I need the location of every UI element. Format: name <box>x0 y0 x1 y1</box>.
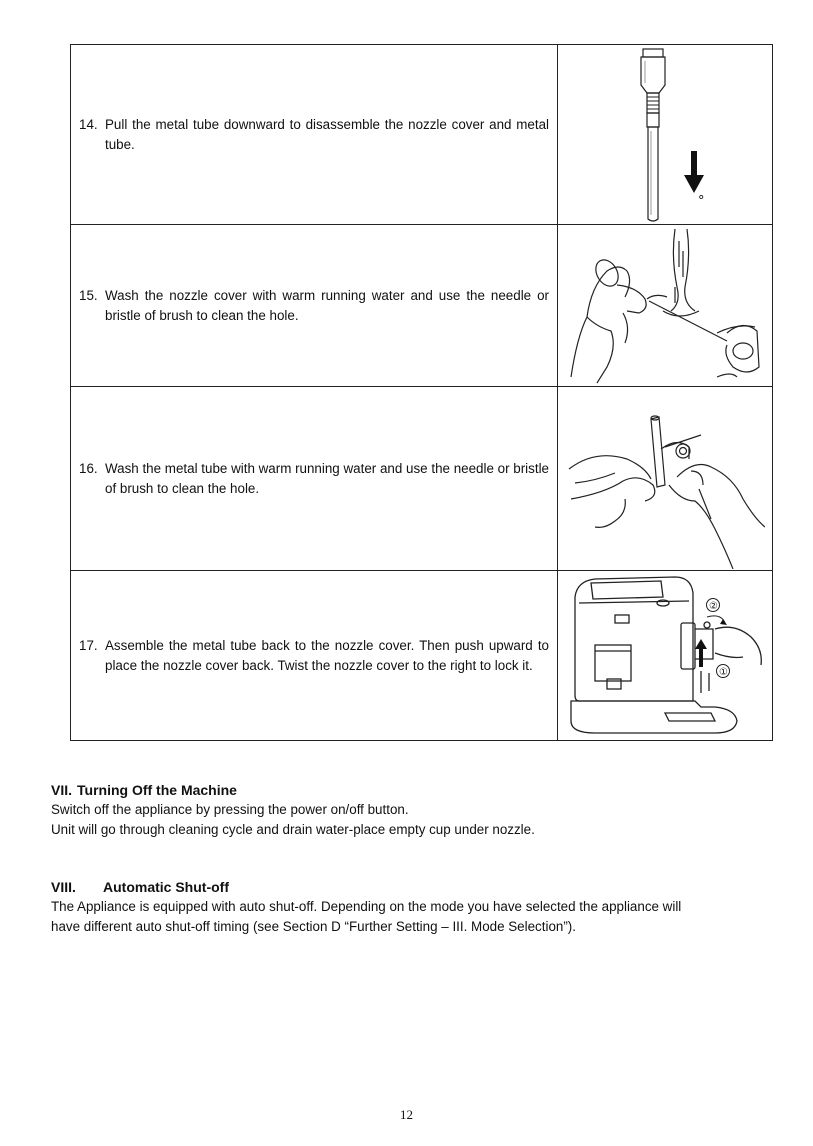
table-row <box>71 387 773 571</box>
degree-mark: ° <box>698 193 705 209</box>
step-text-cell <box>71 225 558 387</box>
step-text-cell <box>71 387 558 571</box>
step-image-cell <box>558 225 773 387</box>
table-row <box>71 45 773 225</box>
section-number: VII. <box>51 782 73 798</box>
machine-assembly-illustration <box>565 573 765 739</box>
step-text: Wash the metal tube with warm running water and use the needle or bristle of brush to clean the hole. <box>105 461 549 496</box>
step-text-cell <box>71 571 558 741</box>
step-image-cell <box>558 45 773 225</box>
step-number: 14. <box>79 117 98 132</box>
step-14 <box>71 115 557 154</box>
step-text: Wash the nozzle cover with warm running water and use the needle or bristle of brush to clean the hole. <box>105 288 549 323</box>
section-title: Turning Off the Machine <box>77 782 237 798</box>
wash-metal-tube-illustration <box>565 389 765 569</box>
section-turning-off <box>51 780 771 840</box>
step-number: 16. <box>79 461 98 476</box>
section-line: The Appliance is equipped with auto shut-off. Depending on the mode you have selected the appliance will <box>51 899 682 914</box>
label-two: ② <box>709 600 718 612</box>
page-number: 12 <box>400 1107 413 1122</box>
step-number: 15. <box>79 288 98 303</box>
steps-table <box>70 44 773 741</box>
table-row <box>71 571 773 741</box>
wash-nozzle-cover-illustration <box>567 227 763 385</box>
section-line: have different auto shut-off timing (see Section D “Further Setting – III. Mode Selection”). <box>51 919 576 934</box>
step-number: 17. <box>79 638 98 653</box>
section-heading <box>51 780 771 800</box>
section-auto-shutoff <box>51 877 771 937</box>
step-text-cell <box>71 45 558 225</box>
step-text: Assemble the metal tube back to the nozzle cover. Then push upward to place the nozzle cover back. Twist the nozzle cover to the right to lock it. <box>105 638 549 673</box>
step-16 <box>71 459 557 498</box>
step-image-cell <box>558 571 773 741</box>
label-one: ① <box>719 666 728 678</box>
nozzle-pull-down-illustration <box>605 47 725 223</box>
section-heading <box>51 877 771 897</box>
section-line: Unit will go through cleaning cycle and drain water-place empty cup under nozzle. <box>51 822 535 837</box>
section-title: Automatic Shut-off <box>103 879 229 895</box>
section-line: Switch off the appliance by pressing the power on/off button. <box>51 802 409 817</box>
step-17 <box>71 636 557 675</box>
step-15 <box>71 286 557 325</box>
step-image-cell <box>558 387 773 571</box>
table-row <box>71 225 773 387</box>
step-text: Pull the metal tube downward to disassemble the nozzle cover and metal tube. <box>105 117 549 152</box>
section-number: VIII. <box>51 879 76 895</box>
